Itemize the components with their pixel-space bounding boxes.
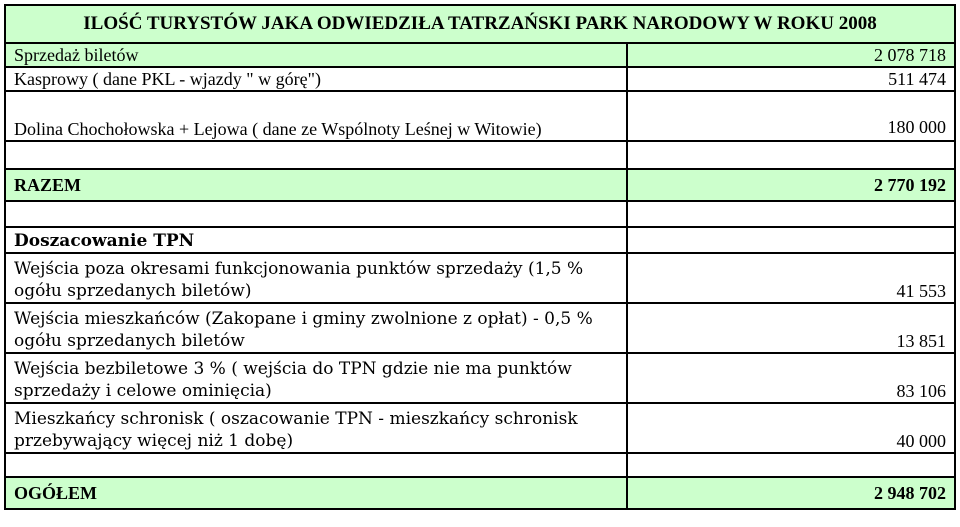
bezbiletowe-row <box>5 353 955 403</box>
ogolem-label: OGÓŁEM <box>5 477 627 509</box>
mieszkancy-value: 13 851 <box>627 303 955 353</box>
blank-cell <box>5 201 627 227</box>
wejscia-poza-row <box>5 253 955 303</box>
ogolem-row <box>5 477 955 509</box>
mieszkancy-label: Wejścia mieszkańców (Zakopane i gminy zwolnione z opłat) - 0,5 % ogółu sprzedanych biletów <box>5 303 627 353</box>
blank-cell <box>627 201 955 227</box>
blank-row-1 <box>5 141 955 169</box>
wejscia-poza-label: Wejścia poza okresami funkcjonowania punktów sprzedaży (1,5 % ogółu sprzedanych biletów) <box>5 253 627 303</box>
dolina-label: Dolina Chochołowska + Lejowa ( dane ze Wspólnoty Leśnej w Witowie) <box>5 91 627 141</box>
title-row <box>5 5 955 43</box>
dolina-row <box>5 91 955 141</box>
blank-cell <box>5 141 627 169</box>
kasprowy-label: Kasprowy ( dane PKL - wjazdy " w górę") <box>5 67 627 91</box>
table-title: ILOŚĆ TURYSTÓW JAKA ODWIEDZIŁA TATRZAŃSKI PARK NARODOWY W ROKU 2008 <box>5 5 955 43</box>
schroniska-label: Mieszkańcy schronisk ( oszacowanie TPN - mieszkańcy schronisk przebywający więcej niż 1 dobę) <box>5 403 627 453</box>
schroniska-row <box>5 403 955 453</box>
razem-row <box>5 169 955 201</box>
spreadsheet <box>4 4 954 523</box>
blank-cell <box>627 227 955 253</box>
sales-row <box>5 43 955 67</box>
blank-cell <box>5 453 627 477</box>
blank-row-3 <box>5 453 955 477</box>
ogolem-value: 2 948 702 <box>627 477 955 509</box>
bezbiletowe-label: Wejścia bezbiletowe 3 % ( wejścia do TPN gdzie nie ma punktów sprzedaży i celowe ominięcia) <box>5 353 627 403</box>
mieszkancy-row <box>5 303 955 353</box>
bezbiletowe-value: 83 106 <box>627 353 955 403</box>
dolina-value: 180 000 <box>627 91 955 141</box>
wejscia-poza-value: 41 553 <box>627 253 955 303</box>
razem-label: RAZEM <box>5 169 627 201</box>
doszacowanie-row <box>5 227 955 253</box>
blank-cell <box>627 453 955 477</box>
sales-label: Sprzedaż biletów <box>5 43 627 67</box>
kasprowy-row <box>5 67 955 91</box>
razem-value: 2 770 192 <box>627 169 955 201</box>
tourist-table <box>4 4 956 510</box>
blank-cell <box>627 141 955 169</box>
sales-value: 2 078 718 <box>627 43 955 67</box>
schroniska-value: 40 000 <box>627 403 955 453</box>
doszacowanie-label: Doszacowanie TPN <box>5 227 627 253</box>
blank-row-2 <box>5 201 955 227</box>
kasprowy-value: 511 474 <box>627 67 955 91</box>
